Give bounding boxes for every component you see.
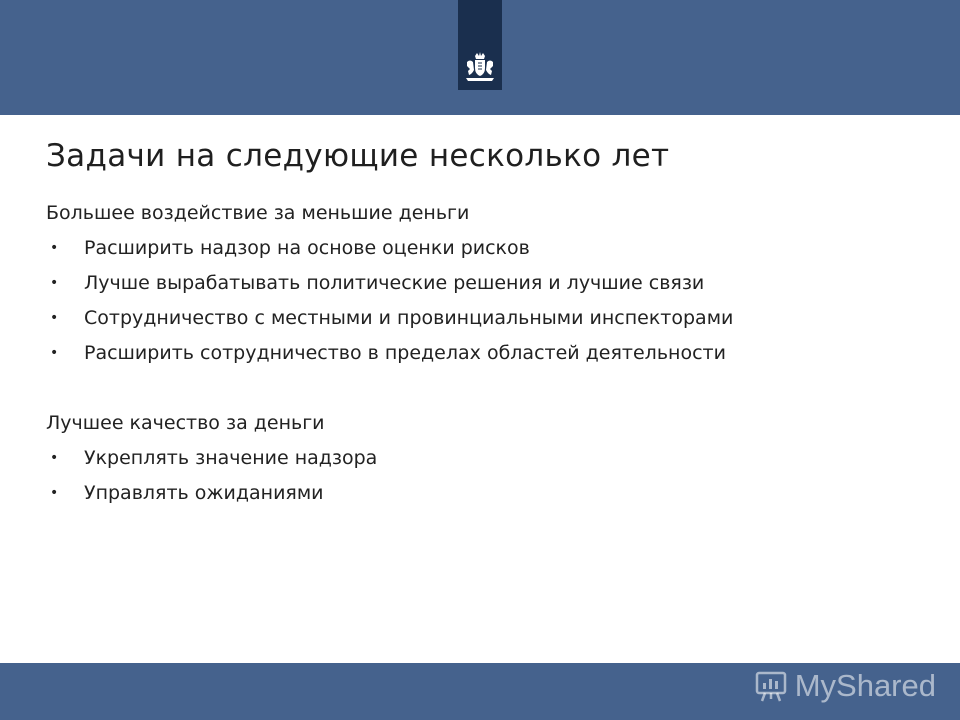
emblem-ribbon xyxy=(458,0,502,90)
bullet-icon: • xyxy=(50,240,59,256)
bullet-list xyxy=(46,441,926,511)
slide-content xyxy=(46,196,926,511)
list-item-text: Управлять ожиданиями xyxy=(84,482,324,504)
list-item-text: Расширить надзор на основе оценки рисков xyxy=(84,237,530,259)
list-item-text: Лучше вырабатывать политические решения и лучшие связи xyxy=(84,272,705,294)
watermark-text: MyShared xyxy=(794,668,936,703)
presentation-board-icon xyxy=(753,669,789,703)
bullet-icon: • xyxy=(50,450,59,466)
slide-title: Задачи на следующие несколько лет xyxy=(46,138,670,174)
coat-of-arms-icon xyxy=(462,50,498,86)
group-heading: Большее воздействие за меньшие деньги xyxy=(46,202,470,224)
header-bar xyxy=(0,0,960,115)
list-item-text: Сотрудничество с местными и провинциальными инспекторами xyxy=(84,307,734,329)
bullet-icon: • xyxy=(50,310,59,326)
list-item xyxy=(46,476,926,511)
bullet-icon: • xyxy=(50,275,59,291)
group-spacer xyxy=(46,371,926,406)
list-item xyxy=(46,266,926,301)
list-item xyxy=(46,441,926,476)
watermark[interactable] xyxy=(753,668,936,704)
list-item-text: Расширить сотрудничество в пределах областей деятельности xyxy=(84,342,726,364)
bullet-icon: • xyxy=(50,485,59,501)
list-item xyxy=(46,231,926,266)
list-item-text: Укреплять значение надзора xyxy=(84,447,378,469)
list-item xyxy=(46,336,926,371)
list-item xyxy=(46,301,926,336)
group-heading: Лучшее качество за деньги xyxy=(46,412,325,434)
bullet-list xyxy=(46,231,926,371)
bullet-icon: • xyxy=(50,345,59,361)
